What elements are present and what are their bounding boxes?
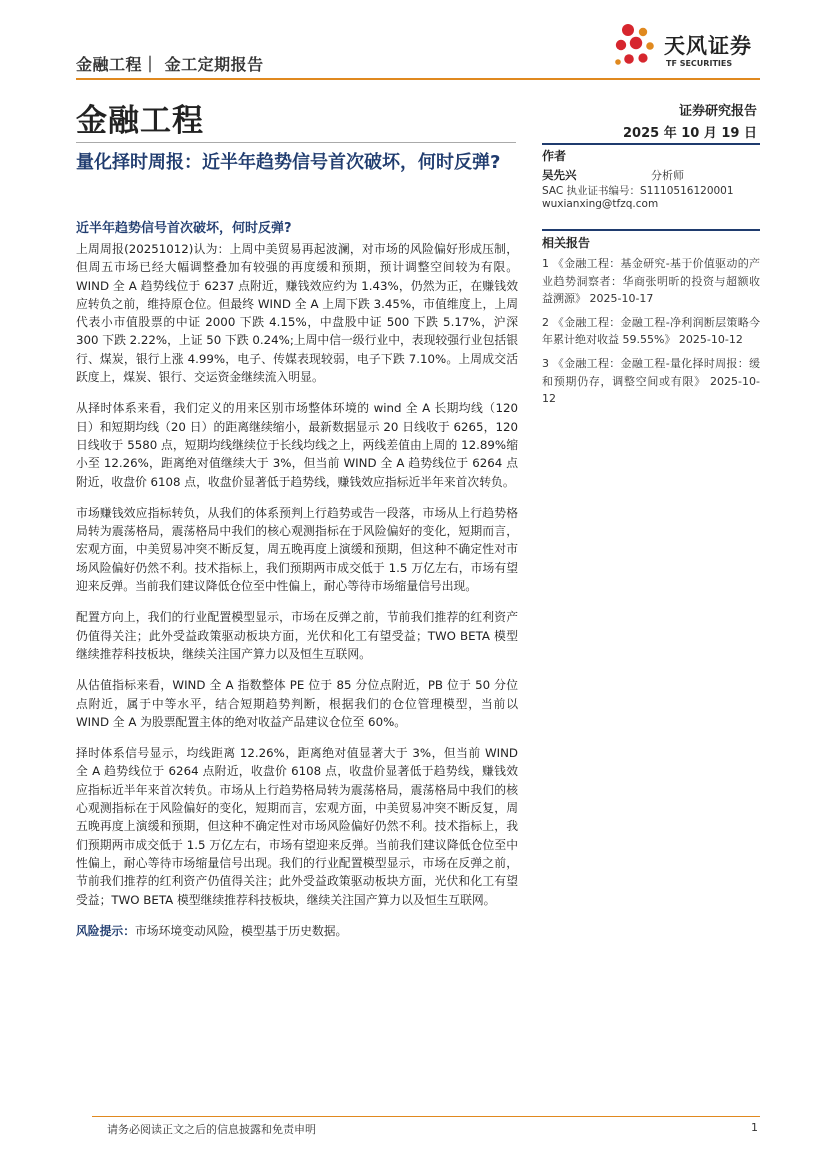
footer-divider xyxy=(92,1116,760,1117)
company-logo xyxy=(612,22,762,72)
related-report-item[interactable]: 2 《金融工程：金融工程-净利润断层策略今年累计绝对收益 59.55%》 2025-10-12 xyxy=(542,315,760,347)
risk-warning xyxy=(76,922,518,940)
title-divider xyxy=(76,142,516,143)
disclaimer-note: 请务必阅读正文之后的信息披露和免责申明 xyxy=(107,1123,316,1136)
body-paragraph: 配置方向上，我们的行业配置模型显示，市场在反弹之前，节前我们推荐的红利资产仍值得关注；此外受益政策驱动板块方面，光伏和化工有望受益；TWO BETA 模型继续推荐科技板块，继续关注国产算力以及恒生互联网。 xyxy=(76,610,518,661)
report-body xyxy=(76,240,518,953)
risk-warning-label: 风险提示： xyxy=(76,923,135,938)
report-type: 证券研究报告 xyxy=(678,104,757,119)
author-email[interactable]: wuxianxing@tfzq.com xyxy=(542,198,659,210)
header-divider xyxy=(76,78,760,80)
page-number: 1 xyxy=(751,1121,758,1134)
related-report-item[interactable]: 1 《金融工程：基金研究-基于价值驱动的产业趋势洞察者：华商张明昕的投资与超额收益溯源》 2025-10-17 xyxy=(542,257,760,306)
author-role: 分析师 xyxy=(651,169,684,182)
body-paragraph: 从估值指标来看，WIND 全 A 指数整体 PE 位于 85 分位点附近，PB 位于 50 分位点附近，属于中等水平，结合短期趋势判断，根据我们的仓位管理模型，当前以 WIND 全 A 为股票配置主体的绝对收益产品建议仓位至 60%。 xyxy=(76,678,518,729)
report-series: 金融工程｜ 金工定期报告 xyxy=(76,55,264,74)
body-paragraph: 从择时体系来看，我们定义的用来区别市场整体环境的 wind 全 A 长期均线（120 日）和短期均线（20 日）的距离继续缩小，最新数据显示 20 日线收于 6265，120 日线收于 5580 点，短期均线继续位于长线均线之上，两线差值由上周的 12.89%缩小至 12.26%，距离绝对值继续大于 3%，但当前 WIND 全 A 趋势线位于 6264 点附近，收盘价 6108 点，收盘价显著低于趋势线，赚钱效应指标近半年来首次转负。 xyxy=(76,401,518,489)
related-section-divider xyxy=(542,229,760,231)
report-date: 2025 年 10 月 19 日 xyxy=(623,126,757,141)
report-subtitle: 量化择时周报：近半年趋势信号首次破坏，何时反弹? xyxy=(76,152,501,173)
author-name: 吴先兴 xyxy=(542,168,577,182)
related-reports-heading: 相关报告 xyxy=(542,236,591,250)
body-paragraph: 市场赚钱效应指标转负，从我们的体系预判上行趋势或告一段落，市场从上行趋势格局转为震荡格局，震荡格局中我们的核心观测指标在于风险偏好的变化，短期而言，宏观方面，中美贸易冲突不断反复，周五晚再度上演缓和预期，但这种不确定性对市场风险偏好仍然不利。技术指标上，我们预期两市成交低于 1.5 万亿左右，市场有望迎来反弹。当前我们建议降低仓位至中性偏上，耐心等待市场缩量信号出现。 xyxy=(76,505,518,594)
author-certificate: SAC 执业证书编号：S1110516120001 xyxy=(542,185,734,197)
page-title: 金融工程 xyxy=(76,103,204,139)
related-reports-list xyxy=(542,255,760,414)
logo-chinese-name: 天风证券 xyxy=(664,34,752,58)
logo-mark-icon xyxy=(612,22,658,72)
logo-english-name: TF SECURITIES xyxy=(666,59,733,68)
summary-heading: 近半年趋势信号首次破坏，何时反弹? xyxy=(76,221,292,236)
related-report-item[interactable]: 3 《金融工程：金融工程-量化择时周报：缓和预期仍存，调整空间或有限》 2025-10-12 xyxy=(542,356,760,406)
author-section-divider xyxy=(542,143,760,145)
body-paragraph: 上周周报(20251012)认为：上周中美贸易再起波澜，对市场的风险偏好形成压制，但周五市场已经大幅调整叠加有较强的再度缓和预期，预计调整空间较为有限。WIND 全 A 趋势线位于 6237 点附近，赚钱效应约为 1.43%，仍然为正，在赚钱效应转负之前，维持原仓位。但最终 WIND 全 A 上周下跌 3.45%，市值维度上，上周代表小市值股票的中证 2000 下跌 4.15%，中盘股中证 500 下跌 5.17%，沪深 300 下跌 2.22%，上证 50 下跌 0.24%;上周中信一级行业中，表现较强行业包括银行、煤炭，银行上涨 4.99%，电子、传媒表现较弱，电子下跌 7.10%。上周成交活跃度上，煤炭、银行、交运资金继续流入明显。 xyxy=(76,242,518,385)
risk-warning-text: 市场环境变动风险，模型基于历史数据。 xyxy=(135,923,348,938)
body-paragraph: 择时体系信号显示，均线距离 12.26%，距离绝对值显著大于 3%，但当前 WIND 全 A 趋势线位于 6264 点附近，收盘价 6108 点，收盘价显著低于趋势线，赚钱效应指标近半年来首次转负。市场从上行趋势格局转为震荡格局，震荡格局中我们的核心观测指标在于风险偏好的变化，短期而言，宏观方面，中美贸易冲突不断反复，周五晚再度上演缓和预期，但这种不确定性对市场风险偏好仍然不利。技术指标上，我们预期两市成交低于 1.5 万亿左右，市场有望迎来反弹。当前我们建议降低仓位至中性偏上，耐心等待市场缩量信号出现。我们的行业配置模型显示，市场在反弹之前，节前我们推荐的红利资产仍值得关注；此外受益政策驱动板块方面，光伏和化工有望受益；TWO BETA 模型继续推荐科技板块，继续关注国产算力以及恒生互联网。 xyxy=(76,746,518,907)
author-heading: 作者 xyxy=(542,149,567,163)
